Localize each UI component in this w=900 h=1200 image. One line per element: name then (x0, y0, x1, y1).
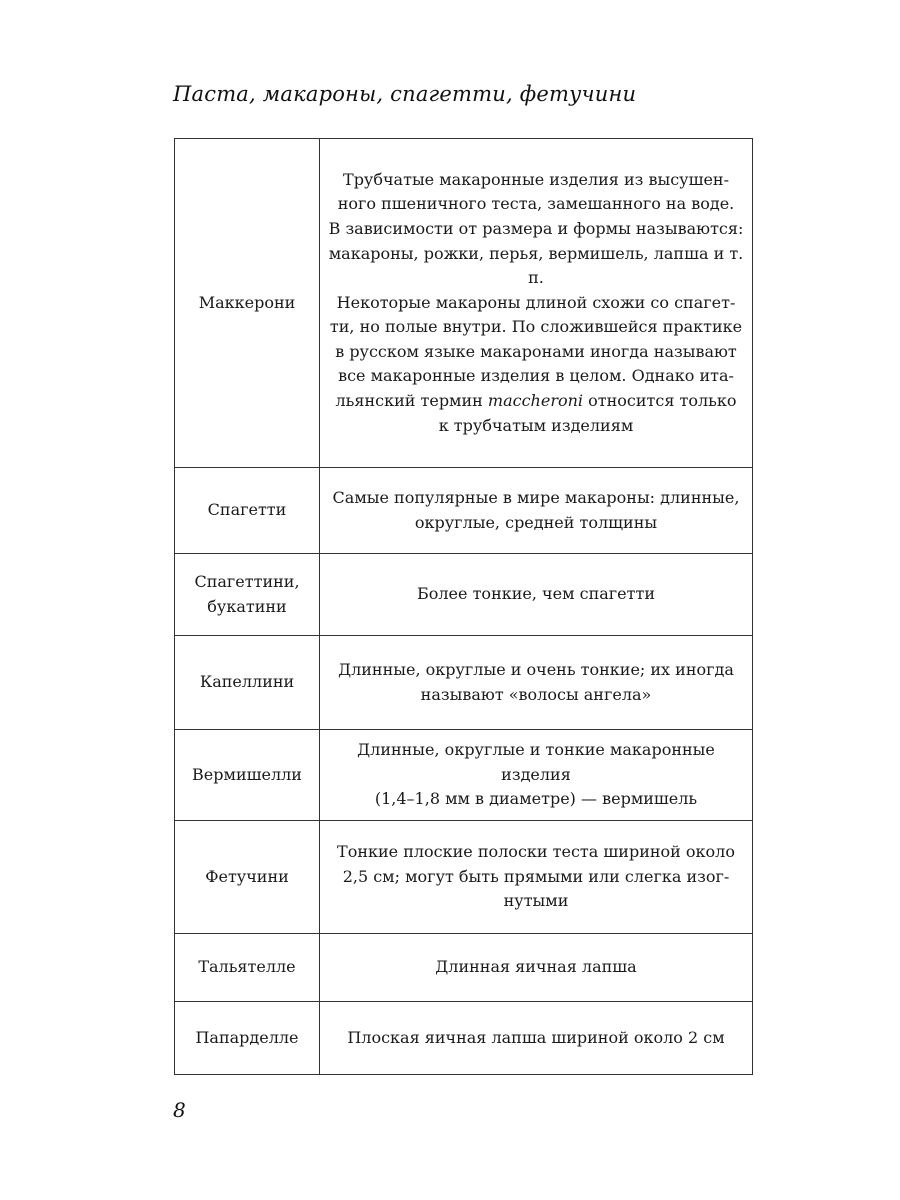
description-line: относится только (583, 391, 737, 411)
description-line: ти, но полые внутри. По сложившейся практике (329, 317, 743, 337)
pasta-name: Фетучини (175, 821, 320, 934)
pasta-description (320, 821, 753, 934)
pasta-name-line: букатини (207, 596, 287, 616)
pasta-description (320, 1002, 753, 1075)
description-line: 2,5 см; могут быть прямыми или слегка изог- (342, 866, 730, 886)
description-line: Более тонкие, чем спагетти (417, 584, 655, 604)
description-line: Длинная яичная лапша (435, 957, 637, 977)
table-row (175, 468, 753, 554)
pasta-description (320, 468, 753, 554)
pasta-description (320, 554, 753, 636)
pasta-name-line: Спагеттини, (194, 571, 300, 591)
description-line: Длинные, округлые и очень тонкие; их иногда (338, 659, 734, 679)
description-line: в русском языке макаронами иногда называют (335, 341, 737, 361)
page-header-title: Паста, макароны, спагетти, фетучини (173, 82, 637, 106)
italic-term: maccheroni (487, 391, 584, 411)
pasta-description (320, 934, 753, 1002)
description-line: (1,4–1,8 мм в диаметре) — вермишель (374, 789, 698, 809)
pasta-name (175, 554, 320, 636)
pasta-types-table (174, 138, 753, 1075)
description-line: Трубчатые макаронные изделия из высушен- (343, 169, 729, 189)
pasta-name: Вермишелли (175, 730, 320, 821)
pasta-description (320, 636, 753, 730)
description-line: Длинные, округлые и тонкие макаронные изделия (357, 740, 715, 784)
pasta-description (320, 730, 753, 821)
description-line: Тонкие плоские полоски теста шириной около (337, 842, 735, 862)
table-row (175, 636, 753, 730)
description-line: называют «волосы ангела» (420, 684, 652, 704)
description-line: все макаронные изделия в целом. Однако ита- (338, 366, 734, 386)
pasta-name: Спагетти (175, 468, 320, 554)
pasta-name: Тальятелле (175, 934, 320, 1002)
description-line: ного пшеничного теста, замешанного на воде. (337, 194, 735, 214)
description-line: к трубчатым изделиям (438, 415, 634, 435)
description-line: льянский термин (335, 391, 488, 411)
description-line: округлые, средней толщины (414, 512, 658, 532)
description-line: Некоторые макароны длиной схожи со спагет- (336, 292, 736, 312)
pasta-name: Капеллини (175, 636, 320, 730)
description-line: Плоская яичная лапша шириной около 2 см (347, 1027, 725, 1047)
pasta-name: Маккерони (175, 139, 320, 468)
pasta-description (320, 139, 753, 468)
table-row (175, 821, 753, 934)
table-row (175, 934, 753, 1002)
description-line: макароны, рожки, перья, вермишель, лапша и т. п. (328, 243, 744, 288)
page-number: 8 (173, 1098, 186, 1122)
table-row (175, 1002, 753, 1075)
description-line: нутыми (503, 891, 569, 911)
pasta-name: Папарделле (175, 1002, 320, 1075)
description-line: Самые популярные в мире макароны: длинные, (332, 487, 740, 507)
table-row (175, 139, 753, 468)
table-row (175, 730, 753, 821)
description-line: В зависимости от размера и формы называются: (328, 218, 744, 238)
table-row (175, 554, 753, 636)
